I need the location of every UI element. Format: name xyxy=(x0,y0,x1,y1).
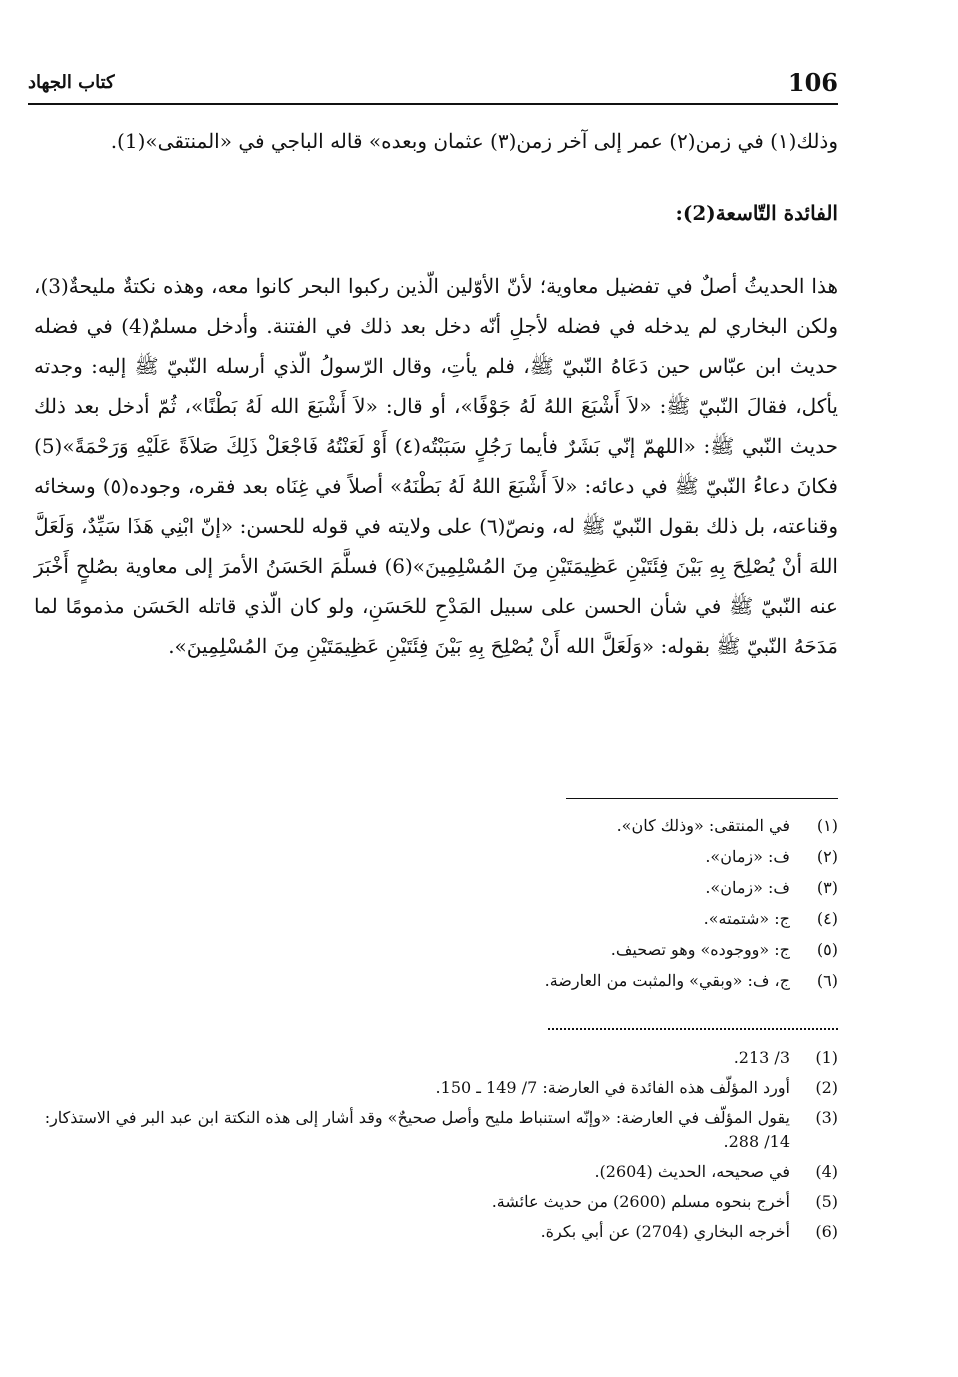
footnote-number: (1) xyxy=(815,1048,838,1067)
footnote-item xyxy=(34,1106,838,1154)
footnote-text: 3/ 213. xyxy=(733,1048,790,1067)
intro-paragraph: وذلك(١) في زمن(٢) عمر إلى آخر زمن(٣) عثمان وبعده» قاله الباجي في «المنتقى»(1). xyxy=(110,129,838,153)
body-paragraph: هذا الحديثُ أصلٌ في تفضيل معاوية؛ لأنّ الأوّلين الّذين ركبوا البحر كانوا معه، وهذه نكتةٌ مليحةٌ(3)، ولكن البخاري لم يدخله في فضله لأجلِ أنّه دخل بعد ذلك في الفتنة. وأدخل مسلمٌ(4) في فضله حديث ابن عبّاس حين دَعَاهُ النّبيّ ﷺ، فلم يأتِ، وقال الرّسولُ الّذي أرسله النّبيّ ﷺ إليه: وجدته يأكل، فقالَ النّبيّ ﷺ: «لاَ أَشْبَعَ اللهُ لَهُ جَوْفًا»، أو قال: «لاَ أَشْبَعَ الله لَهُ بَطْنًا»، ثُمّ أدخل بعد ذلك حديث النّبي ﷺ: «اللهمّ إنّي بَشَرٌ فأيما رَجُلٍ سَبَبْتُه(٤) أَوْ لَعَنْتُهُ فَاجْعَلْ ذَلِكَ صَلاَةً عَلَيْهِ وَرَحْمَةً»(5) فكانَ دعاءُ النّبيّ ﷺ في دعائه: «لاَ أَشْبَعَ اللهُ لَهُ بَطْنَهُ» أصلاً في غِنَاه بعد فقره، وجوده(٥) وسخائه وقناعته، بل ذلك بقول النّبيّ ﷺ له، ونصّ(٦) على ولايته في قوله للحسن: «إنّ ابْنِي هَذَا سَيِّدٌ، وَلَعَلَّ اللهَ أنْ يُصْلِحَ بِهِ بَيْنَ فِئَتَيْنِ عَظِيمَتَيْنِ مِنَ المُسْلِمِينَ»(6) فسلَّمَ الحَسَنُ الأمرَ إلى معاوية بصُلحٍ أَخْبَرَ عنه النّبيّ ﷺ في شأن الحسن على سبيل المَدْحِ للحَسَنِ، ولو كان الّذي قاتله الحَسَن مذمومًا لما مَدَحَهُ النّبيّ ﷺ بقوله: «وَلَعَلَّ الله أَنْ يُصْلِحَ بِهِ بَيْنَ فِئَتَيْنِ عَظِيمَتَيْنِ مِنَ المُسْلِمِينَ». xyxy=(34,274,839,658)
page-number: 106 xyxy=(787,68,838,97)
footnote-text: ف: «زمان». xyxy=(705,878,790,897)
footnote-text: في صحيحه، الحديث (2604). xyxy=(594,1162,790,1181)
footnote-number: (3) xyxy=(815,1108,838,1127)
footnote-text: ف: «زمان». xyxy=(705,847,790,866)
section-heading: الفائدة التّاسعة(2): xyxy=(675,201,838,225)
footnote-text: أورد المؤلّف هذه الفائدة في العارضة: 7/ 149 ـ 150. xyxy=(435,1078,790,1097)
footnote-number: (٣) xyxy=(816,878,838,897)
footnote-item xyxy=(34,1190,838,1214)
footnote-item xyxy=(34,969,838,993)
footnote-item xyxy=(34,876,838,900)
footnote-text: ج: «ووجوده» وهو تصحيف. xyxy=(610,940,790,959)
editor-footnotes xyxy=(34,1046,838,1250)
footnote-item xyxy=(34,1220,838,1244)
footnote-number: (٢) xyxy=(816,847,838,866)
footnote-number: (4) xyxy=(815,1162,838,1181)
footnote-text: أخرجه البخاري (2704) عن أبي بكرة. xyxy=(540,1222,790,1241)
manuscript-footnotes xyxy=(34,814,838,1000)
footnote-separator xyxy=(566,798,838,799)
footnote-text: أخرج بنحوه مسلم (2600) من حديث عائشة. xyxy=(491,1192,790,1211)
footnote-item xyxy=(34,1160,838,1184)
footnote-item xyxy=(34,845,838,869)
footnote-number: (٦) xyxy=(816,971,838,990)
footnote-number: (٥) xyxy=(816,940,838,959)
footnote-number: (١) xyxy=(816,816,838,835)
footnote-item xyxy=(34,907,838,931)
footnote-number: (٤) xyxy=(816,909,838,928)
footnote-text: ج: «شتمته». xyxy=(703,909,790,928)
footnote-item xyxy=(34,814,838,838)
page-header xyxy=(28,68,838,104)
footnote-number: (5) xyxy=(815,1192,838,1211)
dotted-separator xyxy=(548,1028,838,1030)
footnote-number: (6) xyxy=(815,1222,838,1241)
header-rule xyxy=(28,103,838,105)
footnote-text: في المنتقى: «وذلك كان». xyxy=(616,816,790,835)
footnote-item xyxy=(34,1046,838,1070)
footnote-text: ج، ف: «وبقي» والمثبت من العارضة. xyxy=(544,971,790,990)
main-text xyxy=(34,122,838,666)
footnote-item xyxy=(34,938,838,962)
footnote-item xyxy=(34,1076,838,1100)
footnote-number: (2) xyxy=(815,1078,838,1097)
running-title: كتاب الجهاد xyxy=(28,72,115,93)
footnote-text: يقول المؤلّف في العارضة: «وإنّه استنباط مليح وأصل صحيحٌ» وقد أشار إلى هذه النكتة ابن عبد البر في الاستذكار: 14/ 288. xyxy=(44,1108,790,1151)
